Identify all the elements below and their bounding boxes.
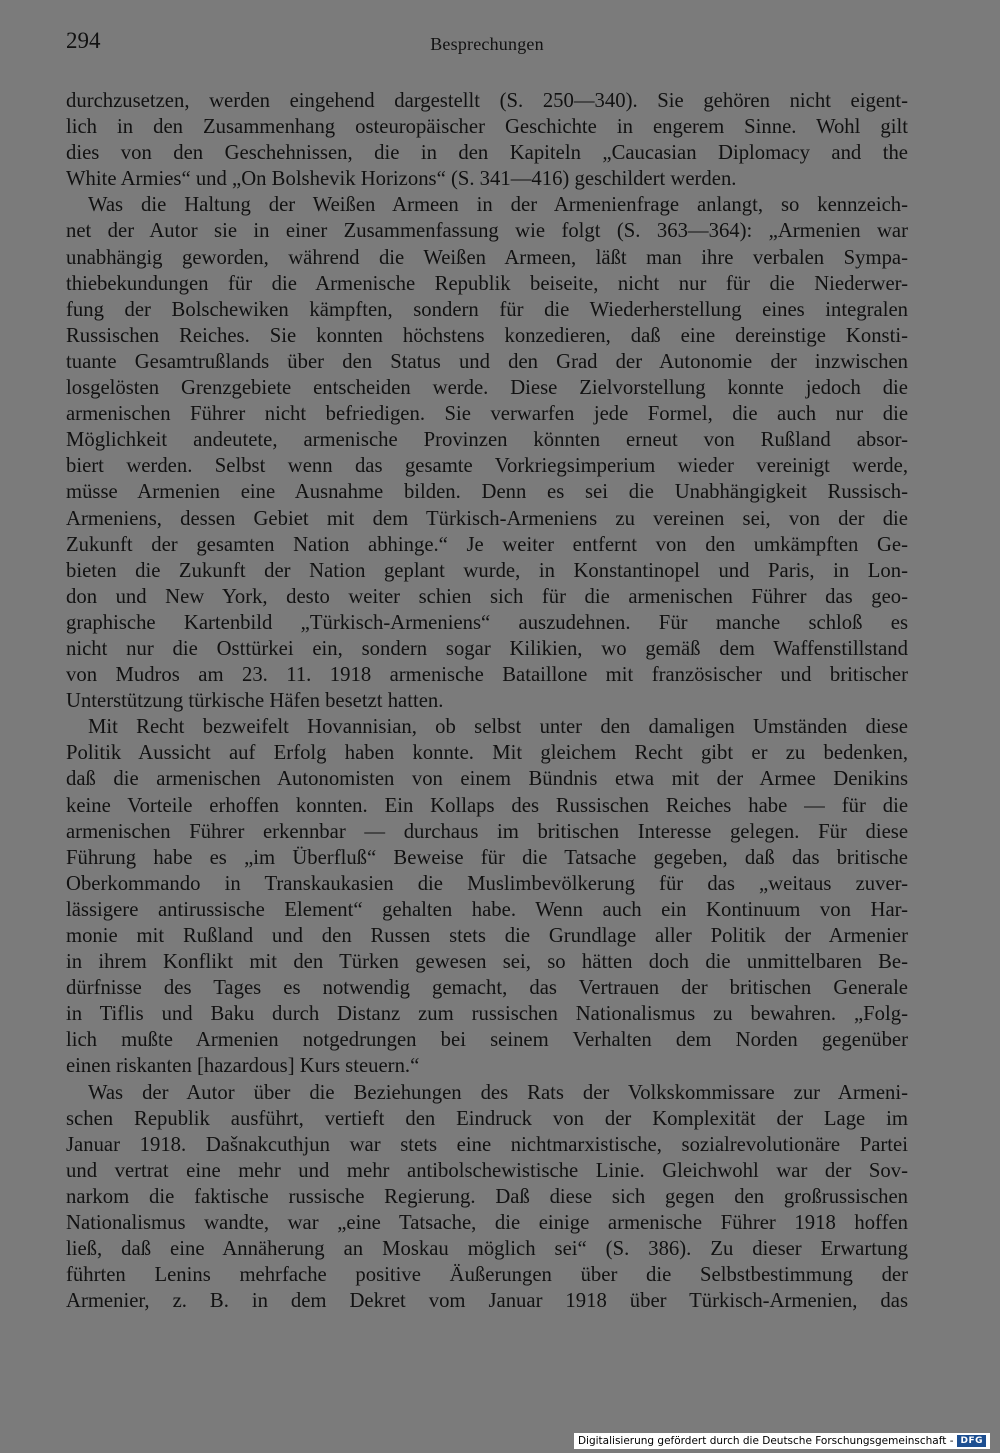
digitization-footer [574,1433,990,1449]
text-line: tuante Gesamtrußlands über den Status und den Grad der Autonomie der inzwischen [66,350,908,373]
text-line: biert werden. Selbst wenn das gesamte Vorkriegsimperium wieder vereinigt werde, [66,455,908,478]
text-line: don und New York, desto weiter schien sich für die armenischen Führer das geo- [66,585,908,608]
text-line: Armeniens, dessen Gebiet mit dem Türkisch-Armeniens zu vereinen sei, von der die [66,507,908,530]
text-line: müsse Armenien eine Ausnahme bilden. Denn es sei die Unabhängigkeit Russisch- [66,481,908,504]
text-line: lich in den Zusammenhang osteuropäischer Geschichte in engerem Sinne. Wohl gilt [66,116,908,139]
page-number: 294 [66,28,101,53]
text-line: Armenier, z. B. in dem Dekret vom Januar 1918 über Türkisch-Armenien, das [66,1290,908,1313]
text-line: Was der Autor über die Beziehungen des Rats der Volkskommissare zur Armeni- [88,1081,908,1104]
footer-text: Digitalisierung gefördert durch die Deutsche Forschungsgemeinschaft - [577,1435,954,1447]
text-line: von Mudros am 23. 11. 1918 armenische Bataillone mit französischer und britischer [66,664,908,687]
text-line: narkom die faktische russische Regierung. Daß diese sich gegen den großrussischen [66,1185,908,1208]
text-line: Unterstützung türkische Häfen besetzt hatten. [66,690,444,713]
text-line: graphische Kartenbild „Türkisch-Armeniens“ auszudehnen. Für manche schloß es [66,611,908,634]
text-line: Russischen Reiches. Sie konnten höchstens konzedieren, daß eine dereinstige Konsti- [66,324,908,347]
text-line: Zukunft der gesamten Nation abhinge.“ Je weiter entfernt von den umkämpften Ge- [66,533,908,556]
text-line: in Tiflis und Baku durch Distanz zum russischen Nationalismus zu bewahren. „Folg- [66,1003,908,1026]
text-line: schen Republik ausführt, vertieft den Eindruck von der Komplexität der Lage im [66,1107,908,1130]
text-line: armenischen Führer nicht befriedigen. Sie verwarfen jede Formel, die auch nur die [66,403,908,426]
text-line: Januar 1918. Dašnakcuthjun war stets eine nichtmarxistische, sozialrevolutionäre Partei [66,1133,908,1156]
text-line: lässigere antirussische Element“ gehalten habe. Wenn auch ein Kontinuum von Har- [66,898,908,921]
text-line: lich mußte Armenien notgedrungen bei seinem Verhalten dem Norden gegenüber [66,1029,908,1052]
text-line: daß die armenischen Autonomisten von einem Bündnis etwa mit der Armee Denikins [66,768,908,791]
running-head: Besprechungen [430,34,544,54]
text-line: Mit Recht bezweifelt Hovannisian, ob selbst unter den damaligen Umständen diese [88,716,908,739]
text-line: armenischen Führer erkennbar — durchaus im britischen Interesse gelegen. Für diese [66,820,908,843]
text-line: nicht nur die Osttürkei ein, sondern sogar Kilikien, wo gemäß dem Waffenstillstand [66,637,908,660]
text-line: losgelösten Grenzgebiete entscheiden werde. Diese Zielvorstellung konnte jedoch die [66,377,908,400]
text-line: Was die Haltung der Weißen Armeen in der Armenienfrage anlangt, so kennzeich- [88,194,908,217]
text-line: net der Autor sie in einer Zusammenfassung wie folgt (S. 363—364): „Armenien war [66,220,908,243]
text-line: keine Vorteile erhoffen konnten. Ein Kollaps des Russischen Reiches habe — für die [66,794,908,817]
text-line: White Armies“ und „On Bolshevik Horizons“ (S. 341—416) geschildert werden. [66,168,737,191]
text-line: bieten die Zukunft der Nation geplant wurde, in Konstantinopel und Paris, in Lon- [66,559,908,582]
text-line: ließ, daß eine Annäherung an Moskau möglich sei“ (S. 386). Zu dieser Erwartung [66,1238,908,1261]
text-line: dies von den Geschehnissen, die in den Kapiteln „Caucasian Diplomacy and the [66,142,908,165]
text-line: Politik Aussicht auf Erfolg haben konnte. Mit gleichem Recht gibt er zu bedenken, [66,742,908,765]
text-line: unabhängig geworden, während die Weißen Armeen, läßt man ihre verbalen Sympa- [66,246,908,269]
text-line: monie mit Rußland und den Russen stets die Grundlage aller Politik der Armenier [66,925,908,947]
text-line: in ihrem Konflikt mit den Türken gewesen sei, so hätten doch die unmittelbaren Be- [66,951,908,974]
text-line: einen riskanten [hazardous] Kurs steuern.“ [66,1055,420,1078]
text-line: durchzusetzen, werden eingehend dargestellt (S. 250—340). Sie gehören nicht eigent- [66,90,908,112]
page-header [66,28,908,62]
text-line: Führung habe es „im Überfluß“ Beweise für die Tatsache gegeben, daß das britische [66,846,908,869]
text-line: thiebekundungen für die Armenische Republik beiseite, nicht nur für die Niederwer- [66,272,908,295]
dfg-logo: DFG [957,1435,986,1447]
text-line: Oberkommando in Transkaukasien die Muslimbevölkerung für das „weitaus zuver- [66,872,908,895]
text-line: dürfnisse des Tages es notwendig gemacht, das Vertrauen der britischen Generale [66,977,908,1000]
body-text [66,88,908,1314]
text-line: Möglichkeit andeutete, armenische Provinzen könnten erneut von Rußland absor- [66,429,908,452]
text-line: fung der Bolschewiken kämpften, sondern für die Wiederherstellung eines integralen [66,298,908,321]
text-line: und vertrat eine mehr und mehr antibolschewistische Linie. Gleichwohl war der Sov- [66,1159,908,1182]
text-line: führten Lenins mehrfache positive Äußerungen über die Selbstbestimmung der [66,1264,908,1287]
text-line: Nationalismus wandte, war „eine Tatsache, die einige armenische Führer 1918 hoffen [66,1212,908,1235]
